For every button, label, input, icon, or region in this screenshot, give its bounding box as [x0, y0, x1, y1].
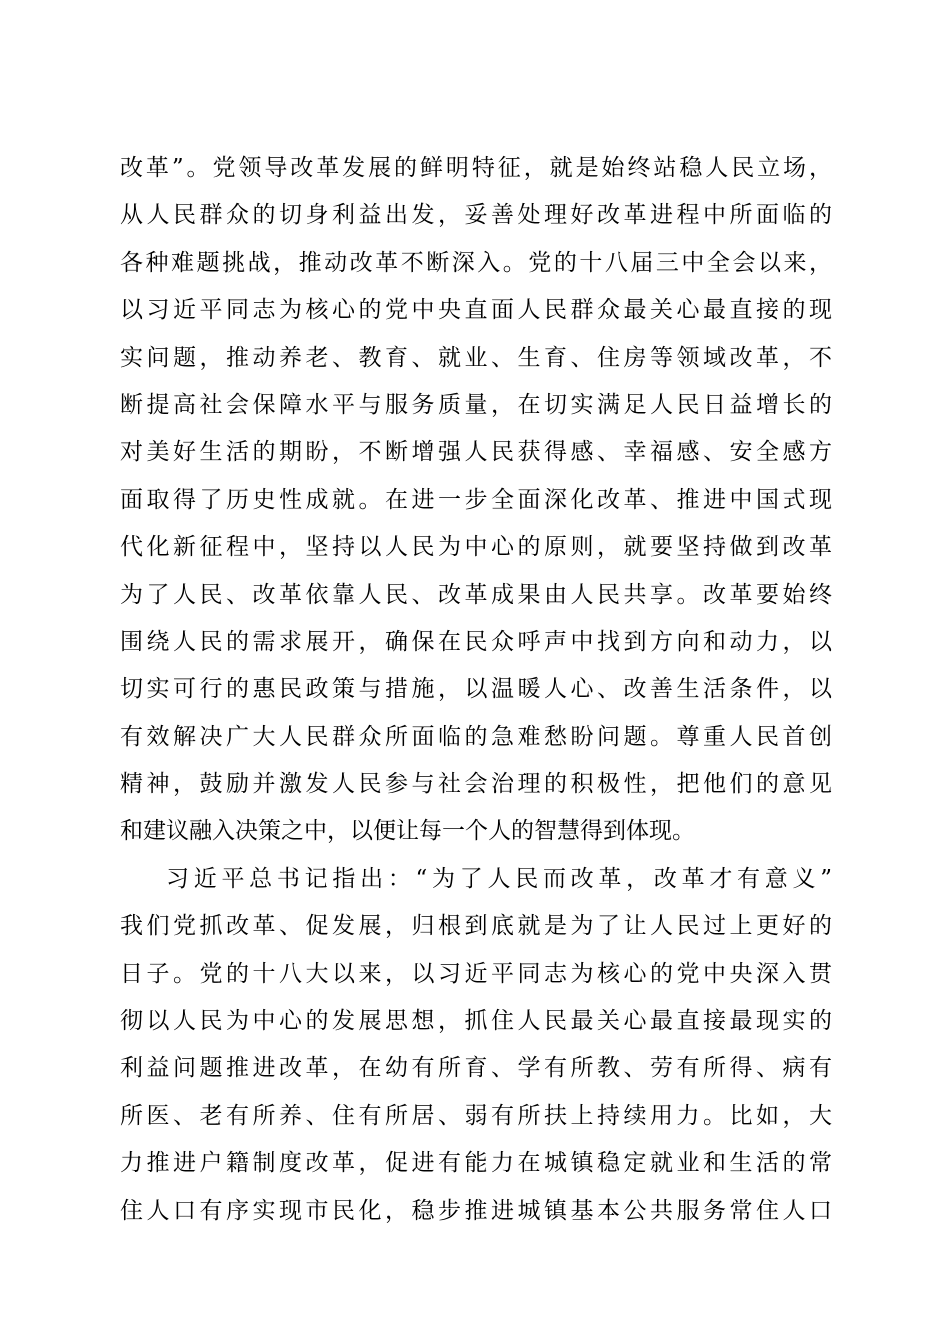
text-line: 我们党抓改革、促发展，归根到底就是为了让人民过上更好的 — [120, 913, 832, 940]
text-line: 所医、老有所养、住有所居、弱有所扶上持续用力。比如，大 — [120, 1102, 832, 1129]
text-line: 有效解决广大人民群众所面临的急难愁盼问题。尊重人民首创 — [120, 723, 832, 750]
body-text — [120, 145, 832, 1235]
text-line: 各种难题挑战，推动改革不断深入。党的十八届三中全会以来， — [120, 249, 832, 276]
text-line: 面取得了历史性成就。在进一步全面深化改革、推进中国式现 — [120, 486, 832, 513]
text-line: 切实可行的惠民政策与措施，以温暖人心、改善生活条件，以 — [120, 676, 832, 703]
paragraph-start-line: 习近平总书记指出：“为了人民而改革，改革才有意义” — [166, 865, 832, 892]
text-line: 围绕人民的需求展开，确保在民众呼声中找到方向和动力，以 — [120, 628, 832, 655]
text-line: 力推进户籍制度改革，促进有能力在城镇稳定就业和生活的常 — [120, 1150, 832, 1177]
text-line: 从人民群众的切身利益出发，妥善处理好改革进程中所面临的 — [120, 202, 832, 229]
text-line: 日子。党的十八大以来，以习近平同志为核心的党中央深入贯 — [120, 960, 832, 987]
text-line: 为了人民、改革依靠人民、改革成果由人民共享。改革要始终 — [120, 581, 832, 608]
paragraph-end-line: 和建议融入决策之中，以便让每一个人的智慧得到体现。 — [120, 818, 695, 845]
text-line: 精神，鼓励并激发人民参与社会治理的积极性，把他们的意见 — [120, 771, 832, 798]
text-line: 住人口有序实现市民化，稳步推进城镇基本公共服务常住人口 — [120, 1197, 832, 1224]
text-line: 代化新征程中，坚持以人民为中心的原则，就要坚持做到改革 — [120, 534, 832, 561]
text-line: 彻以人民为中心的发展思想，抓住人民最关心最直接最现实的 — [120, 1008, 832, 1035]
text-line: 利益问题推进改革，在幼有所育、学有所教、劳有所得、病有 — [120, 1055, 832, 1082]
text-line: 实问题，推动养老、教育、就业、生育、住房等领域改革，不 — [120, 344, 832, 371]
text-line: 改革”。党领导改革发展的鲜明特征，就是始终站稳人民立场， — [120, 155, 832, 181]
text-line: 断提高社会保障水平与服务质量，在切实满足人民日益增长的 — [120, 391, 832, 418]
text-line: 以习近平同志为核心的党中央直面人民群众最关心最直接的现 — [120, 297, 832, 324]
text-line: 对美好生活的期盼，不断增强人民获得感、幸福感、安全感方 — [120, 439, 832, 466]
